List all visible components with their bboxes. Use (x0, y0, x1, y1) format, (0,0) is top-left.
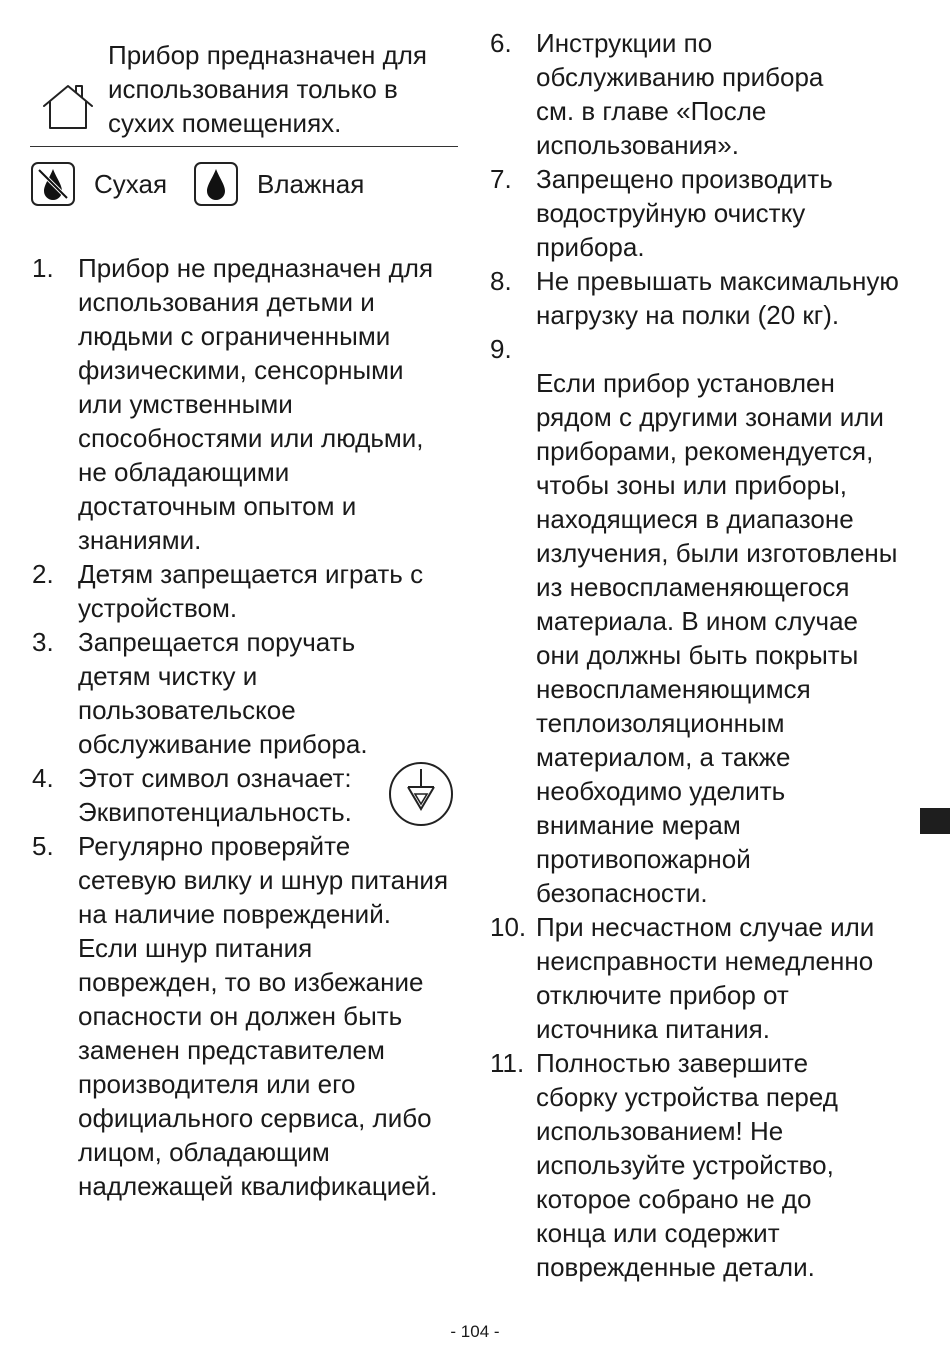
list-item (488, 162, 918, 264)
safety-list-left (30, 251, 462, 1203)
indoor-use-notice (30, 38, 462, 140)
item-number: 6. (490, 28, 512, 58)
list-item (488, 26, 918, 162)
item-number: 9. (490, 334, 512, 364)
list-item (488, 1046, 918, 1284)
section-tab-marker (920, 808, 950, 834)
item-text: Прибор не предназначен для использования детьми и людьми с ограниченными физическими, сенсорными или умственными способностями или людьми, не обладающими достаточным опытом и знаниями. (78, 253, 434, 555)
list-item (30, 557, 462, 625)
item-number: 2. (32, 559, 54, 589)
list-item (30, 251, 462, 557)
list-item (30, 761, 462, 829)
item-number: 11. (490, 1048, 525, 1078)
item-number: 3. (32, 627, 54, 657)
item-text: Если прибор установлен рядом с другими зонами или приборами, рекомендуется, чтобы зоны или приборы, находящиеся в диапазоне излучения, были изготовлены из невоспламеняющегося материала. В ином случае они должны быть покрыты невоспламеняющимся теплоизоляционным материалом, а также необходимо уделить внимание мерам противопожарной безопасности. (536, 368, 898, 908)
item-text: Детям запрещается играть с устройством. (78, 559, 424, 623)
list-item (30, 829, 462, 1203)
safety-list-right (488, 26, 918, 1284)
item-text: Этот символ означает: Эквипотенциальность. (78, 763, 352, 827)
equipotential-icon (388, 761, 454, 827)
item-number: 8. (490, 266, 512, 296)
list-item (488, 910, 918, 1046)
dry-cloth-icon (30, 161, 76, 207)
list-item (30, 625, 462, 761)
wet-cloth-icon (193, 161, 239, 207)
page-number: - 104 - (450, 1322, 500, 1341)
indoor-use-text: Прибор предназначен для использования только в сухих помещениях. (108, 40, 428, 138)
item-text: Полностью завершите сборку устройства перед использованием! Не используйте устройство, которое собрано не до конца или содержит поврежденные детали. (536, 1048, 838, 1282)
item-number: 10. (490, 912, 527, 942)
left-column (30, 38, 462, 1203)
item-text: При несчастном случае или неисправности немедленно отключите прибор от источника питания. (536, 912, 875, 1044)
item-number: 7. (490, 164, 512, 194)
item-text: Запрещено производить водоструйную очистку прибора. (536, 164, 833, 262)
item-text: Не превышать максимальную нагрузку на полки (20 кг). (536, 266, 899, 330)
house-icon (38, 82, 98, 132)
list-item (488, 332, 918, 910)
dry-label: Сухая (94, 169, 168, 199)
divider (30, 146, 458, 147)
right-column (488, 26, 918, 1284)
item-text: Регулярно проверяйте сетевую вилку и шнур питания на наличие повреждений. Если шнур питания поврежден, то во избежание опасности он должен быть заменен представителем производителя или его официального сервиса, либо лицом, обладающим надлежащей квалификацией. (78, 831, 449, 1201)
wet-label: Влажная (257, 169, 365, 199)
item-text: Запрещается поручать детям чистку и пользовательское обслуживание прибора. (78, 627, 368, 759)
list-item (488, 264, 918, 332)
item-number: 1. (32, 253, 54, 283)
item-number: 5. (32, 831, 54, 861)
item-number: 4. (32, 763, 54, 793)
cleaning-legend (30, 159, 462, 209)
item-text: Инструкции по обслуживанию прибора см. в главе «После использования». (536, 28, 824, 160)
